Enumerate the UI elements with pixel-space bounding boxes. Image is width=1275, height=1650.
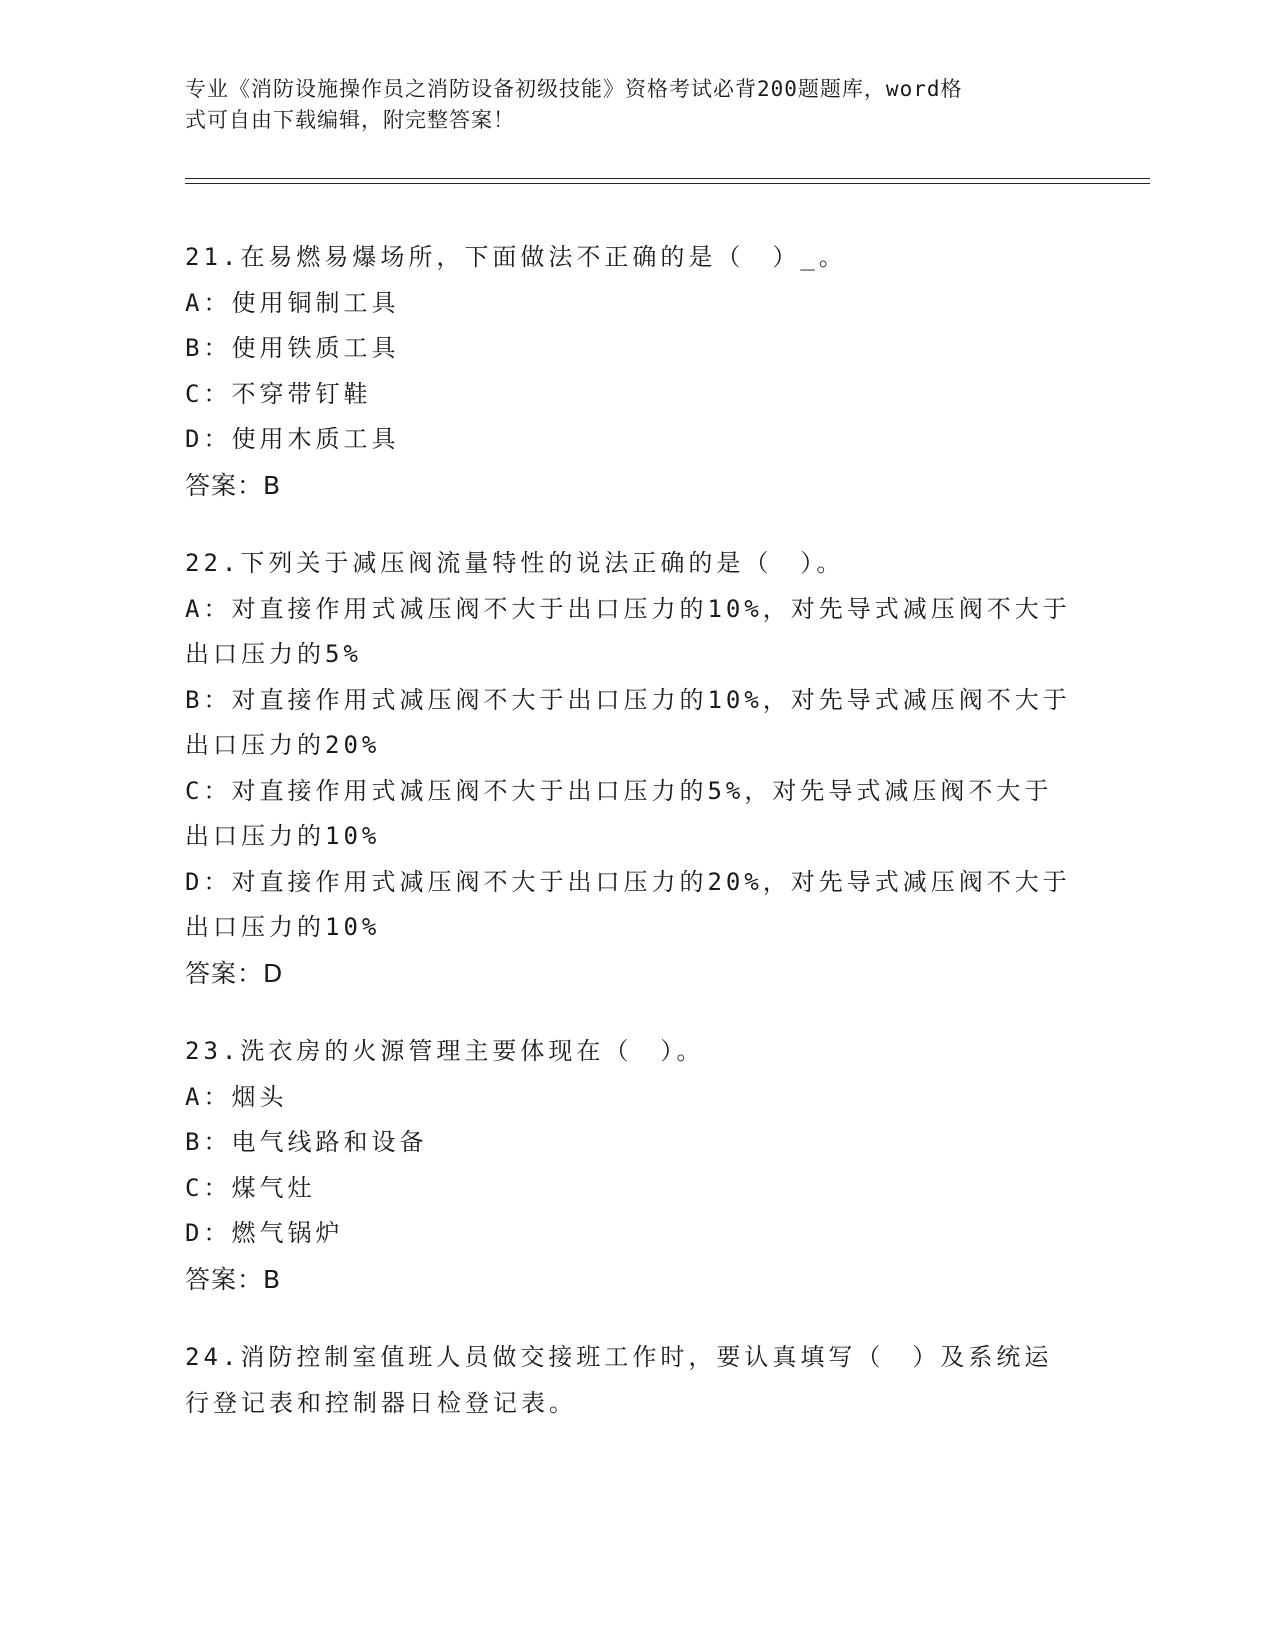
option-a: A：对直接作用式减压阀不大于出口压力的10%，对先导式减压阀不大于出口压力的5%: [185, 594, 1071, 668]
answer-label: 答案：B: [185, 470, 282, 500]
option-d: D：对直接作用式减压阀不大于出口压力的20%，对先导式减压阀不大于出口压力的10%: [185, 867, 1071, 941]
question-stem: 23.洗衣房的火源管理主要体现在（ ）。: [185, 1037, 705, 1065]
question-23: [185, 1029, 1075, 1302]
header-divider-bottom: [185, 183, 1150, 184]
option-c: C：不穿带钉鞋: [185, 379, 372, 408]
option-a: A：使用铜制工具: [185, 288, 400, 317]
document-header: [185, 74, 1065, 136]
option-b: B：使用铁质工具: [185, 334, 400, 362]
header-divider-top: [185, 178, 1150, 179]
question-list: [185, 235, 1075, 1459]
question-stem: 24.消防控制室值班人员做交接班工作时，要认真填写（ ）及系统运行登记表和控制器日检登记表。: [185, 1343, 1053, 1417]
option-d: D：燃气锅炉: [185, 1219, 344, 1247]
header-line-2: 式可自由下载编辑，附完整答案！: [185, 108, 515, 132]
option-a: A：烟头: [185, 1082, 288, 1111]
question-24: [185, 1335, 1075, 1426]
option-b: B：电气线路和设备: [185, 1128, 428, 1156]
answer-label: 答案：B: [185, 1264, 282, 1294]
question-stem: 22.下列关于减压阀流量特性的说法正确的是（ ）。: [185, 549, 845, 577]
option-c: C：对直接作用式减压阀不大于出口压力的5%，对先导式减压阀不大于出口压力的10%: [185, 776, 1053, 850]
question-22: [185, 541, 1075, 996]
option-b: B：对直接作用式减压阀不大于出口压力的10%，对先导式减压阀不大于出口压力的20%: [185, 685, 1071, 759]
question-21: [185, 235, 1075, 508]
header-line-1: 专业《消防设施操作员之消防设备初级技能》资格考试必背200题题库，word格: [185, 77, 963, 101]
option-d: D：使用木质工具: [185, 425, 400, 453]
question-stem: 21.在易燃易爆场所，下面做法不正确的是（ ）_。: [185, 243, 847, 271]
option-c: C：煤气灶: [185, 1173, 316, 1202]
answer-label: 答案：D: [185, 958, 284, 988]
